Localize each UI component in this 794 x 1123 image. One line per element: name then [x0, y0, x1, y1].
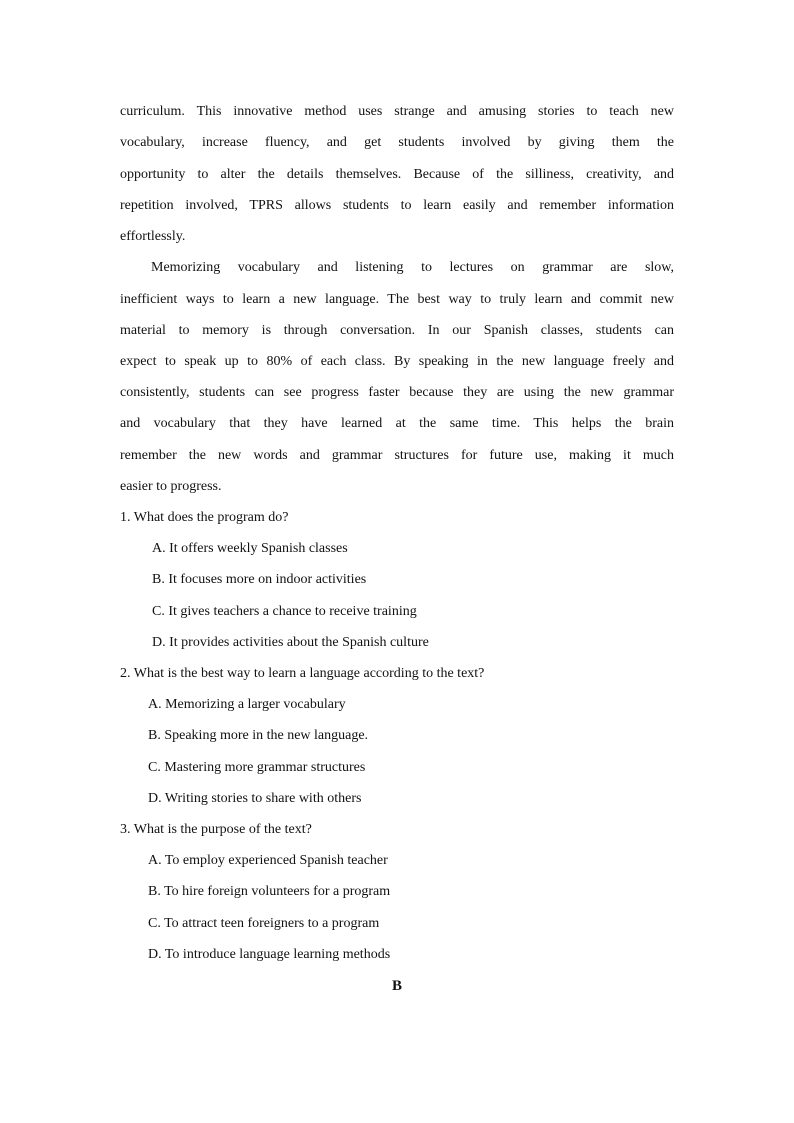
question-1-option-b: B. It focuses more on indoor activities — [152, 572, 367, 587]
question-3-option-a: A. To employ experienced Spanish teacher — [148, 853, 388, 868]
question-2: 2. What is the best way to learn a language according to the text? — [120, 666, 485, 681]
paragraph-line: repetition involved, TPRS allows students to learn easily and remember information — [120, 198, 674, 213]
paragraph-line: curriculum. This innovative method uses strange and amusing stories to teach new — [120, 104, 674, 119]
question-1-option-a: A. It offers weekly Spanish classes — [152, 541, 348, 556]
paragraph-line: opportunity to alter the details themselves. Because of the silliness, creativity, and — [120, 167, 674, 182]
paragraph-line: and vocabulary that they have learned at the same time. This helps the brain — [120, 416, 674, 431]
paragraph-line: remember the new words and grammar structures for future use, making it much — [120, 448, 674, 463]
paragraph-line: Memorizing vocabulary and listening to lectures on grammar are slow, — [151, 260, 674, 275]
paragraph-line: material to memory is through conversation. In our Spanish classes, students can — [120, 323, 674, 338]
paragraph-line: consistently, students can see progress faster because they are using the new grammar — [120, 385, 674, 400]
paragraph-line: vocabulary, increase fluency, and get students involved by giving them the — [120, 135, 674, 150]
paragraph-line: easier to progress. — [120, 479, 222, 494]
question-3-option-c: C. To attract teen foreigners to a program — [148, 916, 380, 931]
section-heading: B — [391, 978, 402, 994]
paragraph-line: effortlessly. — [120, 229, 186, 244]
question-1-option-d: D. It provides activities about the Spanish culture — [152, 635, 429, 650]
question-3-option-d: D. To introduce language learning methods — [148, 947, 391, 962]
question-3-option-b: B. To hire foreign volunteers for a program — [148, 884, 391, 899]
paragraph-line: expect to speak up to 80% of each class. By speaking in the new language freely and — [120, 354, 674, 369]
question-1-option-c: C. It gives teachers a chance to receive training — [152, 604, 417, 619]
question-2-option-b: B. Speaking more in the new language. — [148, 728, 369, 743]
question-2-option-c: C. Mastering more grammar structures — [148, 760, 366, 775]
question-1: 1. What does the program do? — [120, 510, 289, 525]
question-2-option-a: A. Memorizing a larger vocabulary — [148, 697, 346, 712]
question-3: 3. What is the purpose of the text? — [120, 822, 312, 837]
question-2-option-d: D. Writing stories to share with others — [148, 791, 362, 806]
paragraph-line: inefficient ways to learn a new language. The best way to truly learn and commit new — [120, 292, 674, 307]
